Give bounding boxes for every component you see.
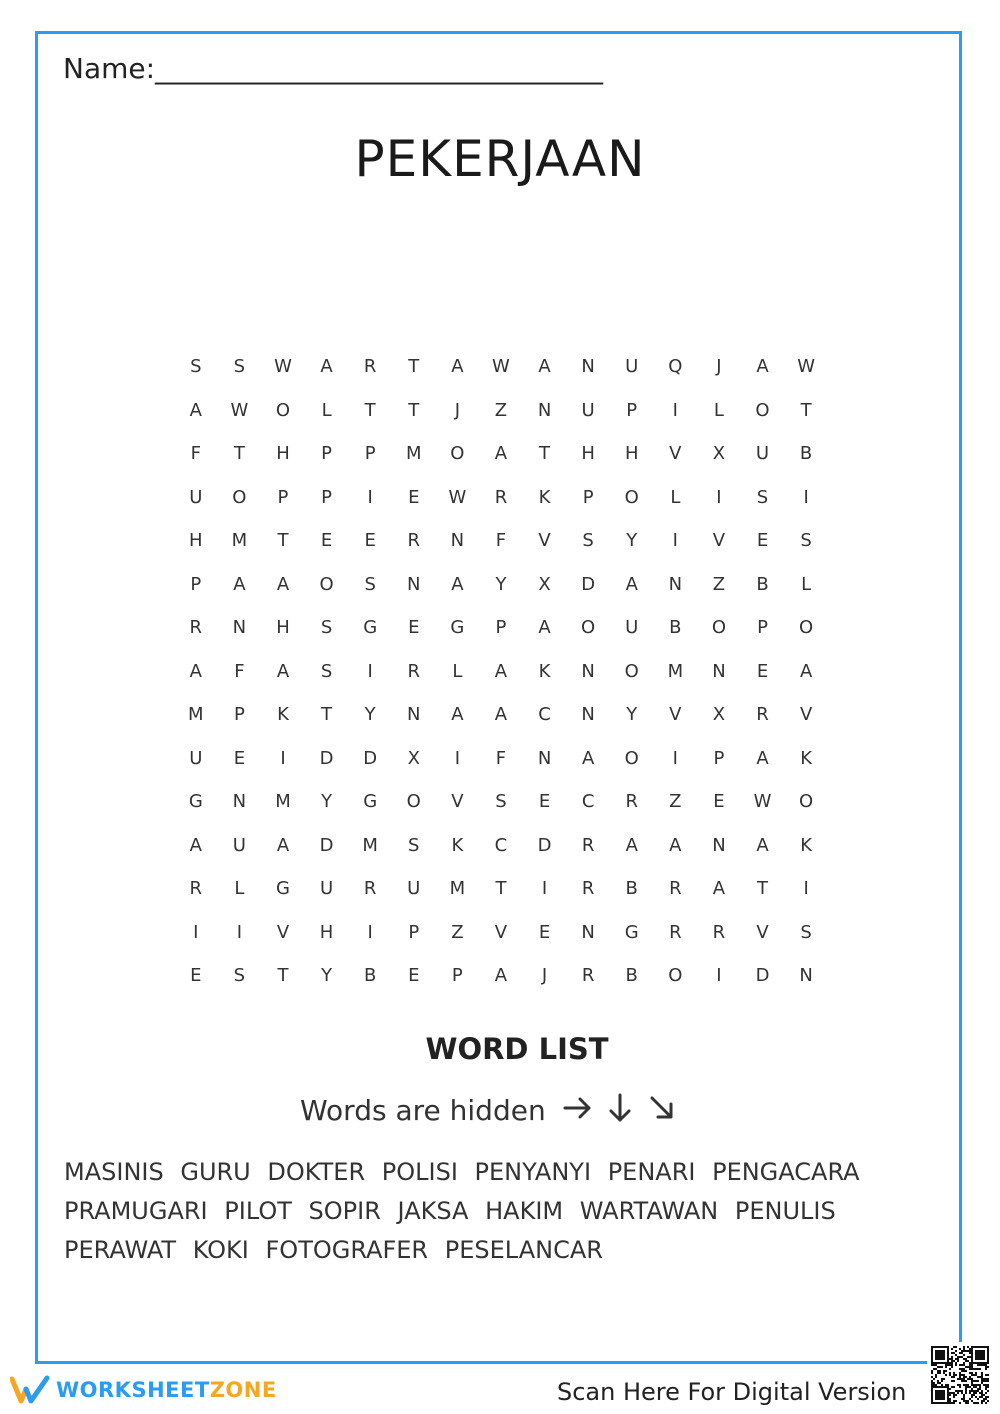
grid-cell: A <box>276 834 290 856</box>
grid-cell: E <box>408 486 420 508</box>
grid-cell: A <box>538 356 551 378</box>
direction-hint: Words are hidden <box>300 1094 546 1127</box>
grid-cell: A <box>451 356 464 378</box>
word-list-item: GURU <box>180 1158 251 1186</box>
grid-cell: H <box>189 530 203 552</box>
grid-cell: A <box>756 834 769 856</box>
grid-cell: O <box>232 486 247 508</box>
grid-cell: R <box>756 704 769 726</box>
grid-cell: S <box>233 356 246 378</box>
grid-cell: M <box>188 704 204 726</box>
grid-cell: A <box>799 660 813 682</box>
grid-cell: B <box>756 573 769 595</box>
word-list-item: PENYANYI <box>474 1158 592 1186</box>
logo-mark-icon <box>10 1375 50 1405</box>
grid-cell: O <box>755 399 770 421</box>
grid-cell: P <box>408 921 420 943</box>
grid-cell: O <box>275 399 291 421</box>
grid-cell: N <box>799 965 813 987</box>
grid-cell: E <box>320 530 333 552</box>
grid-cell: U <box>625 617 639 639</box>
grid-cell: I <box>803 878 809 900</box>
grid-cell: R <box>581 834 595 856</box>
grid-cell: P <box>321 443 332 465</box>
grid-cell: A <box>494 443 508 465</box>
grid-cell: I <box>367 921 373 943</box>
grid-cell: N <box>581 660 595 682</box>
grid-cell: I <box>367 660 373 682</box>
word-list-item: FOTOGRAFER <box>265 1236 429 1264</box>
grid-cell: U <box>581 399 595 421</box>
grid-cell: A <box>756 747 769 769</box>
grid-cell: P <box>321 486 332 508</box>
grid-cell: C <box>494 834 508 856</box>
grid-cell: P <box>233 704 245 726</box>
grid-cell: K <box>538 660 551 682</box>
grid-cell: I <box>193 921 199 943</box>
grid-cell: G <box>363 617 378 639</box>
grid-cell: D <box>755 965 770 987</box>
grid-cell: Z <box>712 573 726 595</box>
grid-cell: R <box>712 921 726 943</box>
grid-cell: A <box>189 660 202 682</box>
grid-cell: V <box>538 530 551 552</box>
grid-cell: O <box>624 747 639 769</box>
grid-cell: E <box>364 530 376 552</box>
grid-cell: N <box>712 834 726 856</box>
grid-cell: D <box>537 834 552 856</box>
grid-cell: N <box>450 530 465 552</box>
grid-cell: O <box>668 965 683 987</box>
grid-cell: I <box>280 747 286 769</box>
grid-cell: U <box>232 834 246 856</box>
grid-cell: S <box>320 660 333 682</box>
grid-cell: W <box>274 356 292 378</box>
grid-cell: P <box>757 617 768 639</box>
grid-cell: I <box>541 878 548 900</box>
grid-cell: A <box>538 617 551 639</box>
direction-arrows <box>562 1092 678 1124</box>
grid-cell: P <box>495 617 507 639</box>
grid-cell: L <box>452 660 463 682</box>
grid-cell: T <box>408 399 420 421</box>
qr-code-icon <box>927 1342 993 1408</box>
page-title: PEKERJAAN <box>354 130 646 188</box>
grid-cell: Z <box>669 791 682 813</box>
grid-cell: Y <box>321 965 333 987</box>
grid-cell: Y <box>626 704 638 726</box>
grid-cell: U <box>755 443 770 465</box>
grid-cell: N <box>668 573 683 595</box>
grid-cell: R <box>581 965 595 987</box>
grid-cell: B <box>625 965 638 987</box>
grid-cell: P <box>713 747 725 769</box>
grid-cell: E <box>408 617 420 639</box>
grid-cell: L <box>801 573 812 595</box>
grid-cell: N <box>712 660 726 682</box>
grid-cell: A <box>756 356 769 378</box>
grid-cell: O <box>799 617 814 639</box>
grid-cell: I <box>367 486 373 508</box>
grid-cell: Z <box>494 399 508 421</box>
grid-cell: A <box>625 573 638 595</box>
grid-cell: Z <box>451 921 464 943</box>
grid-cell: B <box>669 617 682 639</box>
grid-cell: Y <box>626 530 638 552</box>
grid-cell: V <box>669 443 682 465</box>
grid-cell: P <box>364 443 376 465</box>
grid-cell: A <box>320 356 333 378</box>
grid-cell: I <box>803 486 809 508</box>
grid-cell: Y <box>321 791 333 813</box>
grid-cell: A <box>233 573 246 595</box>
grid-cell: R <box>407 530 421 552</box>
grid-cell: V <box>756 921 769 943</box>
grid-cell: O <box>450 443 465 465</box>
logo-text-part1: WORKSHEET <box>56 1378 210 1402</box>
grid-cell: S <box>582 530 594 552</box>
grid-cell: X <box>407 747 420 769</box>
worksheetzone-logo <box>10 1375 277 1405</box>
grid-cell: U <box>625 356 639 378</box>
grid-cell: S <box>190 356 202 378</box>
grid-cell: D <box>581 573 596 595</box>
grid-cell: T <box>539 443 551 465</box>
word-list-item: PENARI <box>607 1158 696 1186</box>
grid-cell: N <box>232 791 247 813</box>
grid-cell: T <box>277 530 289 552</box>
grid-cell: G <box>624 921 639 943</box>
grid-cell: B <box>799 443 813 465</box>
word-list-item: WARTAWAN <box>579 1197 719 1225</box>
grid-cell: E <box>713 791 725 813</box>
grid-cell: R <box>581 878 595 900</box>
grid-cell: S <box>320 617 333 639</box>
grid-cell: F <box>495 530 507 552</box>
grid-cell: I <box>672 530 678 552</box>
logo-text <box>56 1378 277 1402</box>
grid-cell: A <box>494 965 508 987</box>
grid-cell: L <box>234 878 245 900</box>
grid-cell: X <box>712 443 726 465</box>
grid-cell: M <box>406 443 422 465</box>
grid-cell: B <box>625 878 638 900</box>
grid-cell: S <box>495 791 507 813</box>
grid-cell: A <box>189 399 202 421</box>
grid-cell: T <box>800 399 812 421</box>
grid-cell: I <box>672 747 678 769</box>
grid-cell: L <box>713 399 724 421</box>
grid-cell: O <box>581 617 596 639</box>
grid-cell: T <box>408 356 420 378</box>
grid-cell: W <box>753 791 772 813</box>
grid-cell: D <box>363 747 378 769</box>
grid-cell: U <box>319 878 334 900</box>
grid-cell: G <box>363 791 378 813</box>
word-list-title: WORD LIST <box>425 1032 609 1066</box>
grid-cell: E <box>756 660 769 682</box>
arrow-right-icon <box>562 1092 594 1124</box>
grid-cell: O <box>406 791 421 813</box>
grid-cell: O <box>711 617 726 639</box>
grid-cell: H <box>624 443 639 465</box>
grid-cell: N <box>581 704 595 726</box>
grid-cell: Q <box>668 356 683 378</box>
grid-cell: R <box>189 617 203 639</box>
grid-cell: R <box>625 791 638 813</box>
grid-cell: K <box>538 486 551 508</box>
arrow-down-right-icon <box>646 1092 678 1124</box>
grid-cell: I <box>716 965 722 987</box>
word-search-grid <box>174 345 828 998</box>
grid-cell: I <box>236 921 243 943</box>
grid-cell: X <box>712 704 726 726</box>
word-list-item: JAKSA <box>397 1197 469 1225</box>
grid-cell: S <box>756 486 769 508</box>
grid-cell: K <box>277 704 289 726</box>
grid-cell: O <box>624 660 639 682</box>
grid-cell: F <box>190 443 201 465</box>
grid-cell: R <box>407 660 421 682</box>
grid-cell: N <box>581 356 595 378</box>
grid-cell: P <box>582 486 594 508</box>
grid-cell: E <box>756 530 769 552</box>
grid-cell: E <box>408 965 420 987</box>
grid-cell: A <box>494 704 508 726</box>
grid-cell: L <box>321 399 332 421</box>
grid-cell: N <box>407 573 421 595</box>
word-list-item: SOPIR <box>308 1197 381 1225</box>
grid-cell: H <box>276 617 290 639</box>
word-list-item: MASINIS <box>64 1158 164 1186</box>
grid-cell: D <box>319 834 334 856</box>
grid-cell: R <box>363 878 377 900</box>
grid-cell: M <box>449 878 466 900</box>
grid-cell: N <box>232 617 247 639</box>
grid-cell: T <box>364 399 376 421</box>
word-list-item: PESELANCAR <box>444 1236 603 1264</box>
grid-cell: W <box>230 399 249 421</box>
grid-cell: S <box>233 965 246 987</box>
grid-cell: N <box>537 399 552 421</box>
name-field: Name:________________________________ <box>63 52 604 85</box>
grid-cell: E <box>233 747 246 769</box>
grid-cell: A <box>669 834 682 856</box>
grid-cell: A <box>581 747 595 769</box>
grid-cell: J <box>541 965 548 987</box>
grid-cell: K <box>800 834 813 856</box>
grid-cell: S <box>800 530 812 552</box>
grid-cell: T <box>321 704 333 726</box>
grid-cell: V <box>799 704 813 726</box>
grid-cell: V <box>494 921 508 943</box>
grid-cell: N <box>581 921 595 943</box>
word-list-item: PENULIS <box>734 1197 836 1225</box>
grid-cell: S <box>800 921 812 943</box>
grid-cell: B <box>363 965 377 987</box>
grid-cell: P <box>626 399 638 421</box>
grid-cell: C <box>538 704 551 726</box>
grid-cell: P <box>277 486 289 508</box>
grid-cell: H <box>581 443 595 465</box>
word-list-item: PRAMUGARI <box>64 1197 208 1225</box>
grid-cell: I <box>716 486 722 508</box>
grid-cell: S <box>364 573 376 595</box>
grid-cell: A <box>276 660 290 682</box>
grid-cell: S <box>408 834 420 856</box>
grid-cell: O <box>624 486 639 508</box>
grid-cell: N <box>537 747 552 769</box>
grid-cell: T <box>495 878 507 900</box>
grid-cell: L <box>670 486 681 508</box>
scan-text: Scan Here For Digital Version <box>557 1378 907 1406</box>
grid-cell: X <box>538 573 551 595</box>
grid-cell: K <box>451 834 464 856</box>
word-list-item: KOKI <box>192 1236 249 1264</box>
word-list-item: HAKIM <box>485 1197 564 1225</box>
grid-cell: V <box>451 791 464 813</box>
grid-cell: R <box>363 356 377 378</box>
grid-cell: U <box>189 747 203 769</box>
grid-cell: D <box>319 747 334 769</box>
grid-cell: O <box>799 791 814 813</box>
grid-cell: V <box>276 921 290 943</box>
grid-cell: W <box>492 356 510 378</box>
grid-cell: V <box>712 530 726 552</box>
word-list-item: PERAWAT <box>64 1236 177 1264</box>
grid-cell: E <box>538 791 551 813</box>
word-list-item: PENGACARA <box>712 1158 860 1186</box>
grid-cell: H <box>319 921 334 943</box>
grid-cell: E <box>538 921 551 943</box>
grid-cell: J <box>716 356 722 378</box>
grid-cell: A <box>189 834 202 856</box>
grid-cell: Y <box>364 704 376 726</box>
grid-cell: N <box>407 704 421 726</box>
grid-cell: T <box>277 965 289 987</box>
grid-cell: U <box>407 878 421 900</box>
grid-cell: G <box>188 791 203 813</box>
grid-cell: R <box>669 878 682 900</box>
word-list <box>64 1153 924 1270</box>
grid-cell: F <box>495 747 507 769</box>
grid-cell: R <box>669 921 682 943</box>
grid-cell: W <box>448 486 467 508</box>
grid-cell: P <box>451 965 463 987</box>
arrow-down-icon <box>604 1092 636 1124</box>
grid-cell: R <box>189 878 203 900</box>
grid-cell: H <box>276 443 290 465</box>
grid-cell: F <box>234 660 245 682</box>
grid-cell: A <box>712 878 726 900</box>
grid-cell: E <box>190 965 202 987</box>
grid-cell: M <box>362 834 378 856</box>
grid-cell: M <box>275 791 291 813</box>
grid-cell: Y <box>495 573 507 595</box>
grid-cell: A <box>276 573 290 595</box>
grid-cell: I <box>454 747 461 769</box>
grid-cell: T <box>757 878 769 900</box>
grid-cell: J <box>454 399 461 421</box>
grid-cell: M <box>667 660 684 682</box>
word-list-item: DOKTER <box>267 1158 366 1186</box>
grid-cell: R <box>494 486 508 508</box>
grid-cell: T <box>233 443 245 465</box>
word-list-item: POLISI <box>381 1158 458 1186</box>
grid-cell: G <box>450 617 465 639</box>
grid-cell: O <box>319 573 334 595</box>
grid-cell: U <box>189 486 203 508</box>
grid-cell: W <box>797 356 816 378</box>
grid-cell: A <box>625 834 638 856</box>
word-list-item: PILOT <box>224 1197 292 1225</box>
grid-cell: I <box>672 399 678 421</box>
logo-text-part2: ZONE <box>209 1378 277 1402</box>
grid-cell: A <box>494 660 508 682</box>
grid-cell: C <box>581 791 595 813</box>
grid-cell: V <box>669 704 682 726</box>
grid-cell: M <box>231 530 248 552</box>
grid-cell: A <box>451 704 464 726</box>
grid-cell: P <box>190 573 202 595</box>
grid-cell: A <box>451 573 464 595</box>
grid-cell: G <box>276 878 290 900</box>
grid-cell: K <box>800 747 813 769</box>
